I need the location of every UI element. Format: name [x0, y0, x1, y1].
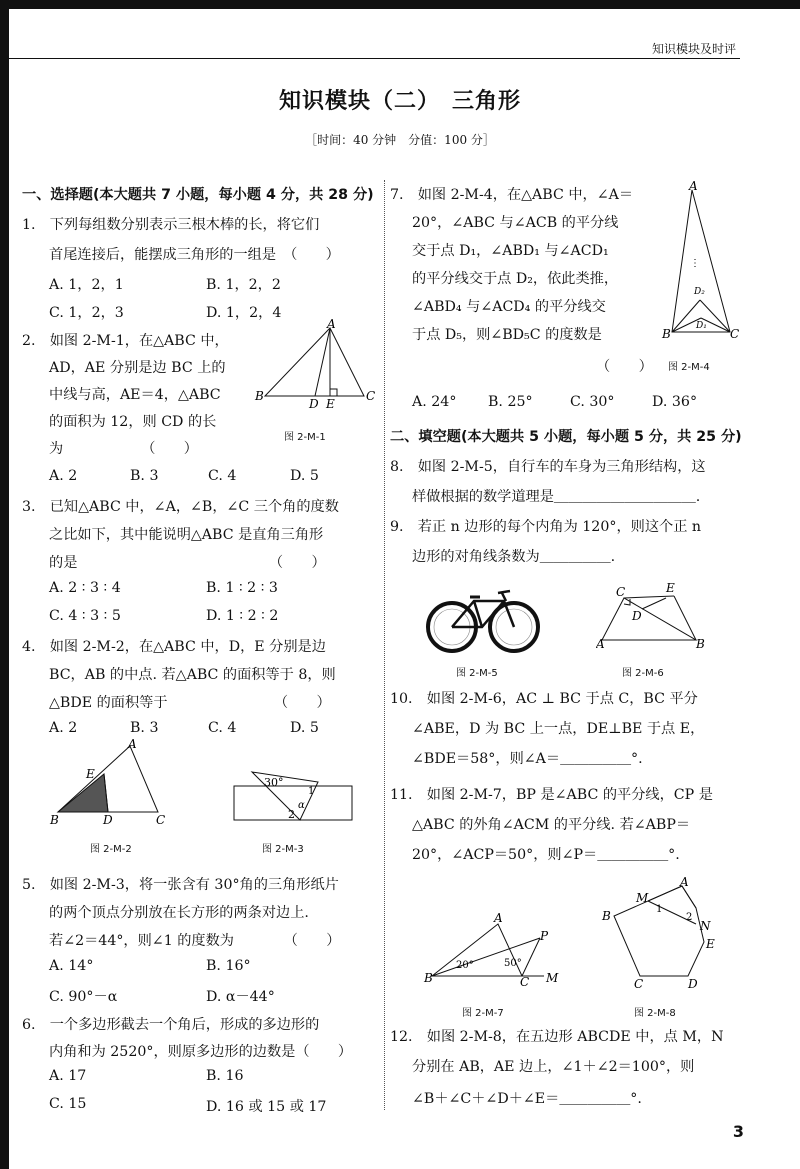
fig1-label-b: B	[255, 389, 264, 403]
figure-2-m-8	[596, 872, 722, 990]
header-rule	[0, 58, 740, 59]
text-line: 6. 一个多边形截去一个角后，形成的多边形的	[22, 1017, 320, 1033]
top-border	[0, 0, 800, 9]
caption-2-m-8: 图 2-M-8	[634, 1008, 676, 1019]
text-line: D. 1，2，4	[206, 305, 282, 321]
text-line: A. 14°	[49, 958, 94, 974]
fig8-label-c: C	[634, 977, 644, 990]
text-line: B. 3	[130, 720, 159, 736]
fig7-label-50: 50°	[504, 958, 522, 969]
text-line: B. 1 ∶ 2 ∶ 3	[206, 580, 278, 596]
text-line: C. 4	[208, 468, 237, 484]
fig3-label-30: 30°	[264, 776, 284, 789]
fig8-label-2: 2	[686, 912, 693, 923]
fig8-label-a: A	[680, 875, 689, 889]
text-line: BC，AB 的中点. 若△ABC 的面积等于 8，则	[49, 667, 336, 683]
figure-2-m-1	[252, 318, 377, 408]
text-line: C. 1，2，3	[49, 305, 124, 321]
text-line: 12. 如图 2-M-8，在五边形 ABCDE 中，点 M，N	[390, 1029, 724, 1045]
text-line: D. 36°	[652, 394, 698, 410]
text-line: 的面积为 12，则 CD 的长	[49, 414, 217, 430]
text-line: B. 3	[130, 468, 159, 484]
page-title: 知识模块（二） 三角形	[278, 89, 521, 114]
fig6-label-d: D	[632, 609, 642, 623]
text-line: A. 2 ∶ 3 ∶ 4	[49, 580, 121, 596]
text-line: △ABC 的外角∠ACM 的平分线. 若∠ABP＝	[412, 817, 691, 833]
caption-2-m-1: 图 2-M-1	[284, 432, 326, 443]
fig1-label-c: C	[366, 389, 376, 403]
text-line: ∠BDE＝58°，则∠A＝＿＿＿＿＿°.	[412, 751, 643, 767]
text-line: 1. 下列每组数分别表示三根木棒的长，将它们	[22, 217, 320, 233]
left-border	[0, 0, 9, 1169]
text-line: ∠ABD₄ 与∠ACD₄ 的平分线交	[412, 299, 606, 315]
caption-2-m-2: 图 2-M-2	[90, 844, 132, 855]
figure-2-m-3	[228, 760, 358, 830]
fig7-label-c: C	[520, 975, 530, 986]
text-line: 为 （ ）	[49, 441, 198, 457]
fig7-label-20: 20°	[456, 960, 474, 971]
figure-2-m-4	[660, 180, 750, 346]
fig8-label-1: 1	[656, 904, 663, 915]
caption-2-m-4: 图 2-M-4	[668, 362, 710, 373]
text-line: A. 17	[49, 1068, 87, 1084]
text-line: 的平分线交于点 D₂，依此类推，	[412, 271, 619, 287]
bicycle-icon	[424, 585, 542, 655]
text-line: 9. 若正 n 边形的每个内角为 120°，则这个正 n	[390, 519, 702, 535]
text-line: 20°，∠ACP＝50°，则∠P＝＿＿＿＿＿°.	[412, 847, 680, 863]
text-line: A. 1，2，1	[49, 277, 124, 293]
fig6-label-e: E	[666, 582, 675, 595]
text-line: 3. 已知△ABC 中，∠A，∠B，∠C 三个角的度数	[22, 499, 339, 515]
text-line: C. 15	[49, 1096, 87, 1112]
fig2-label-a: A	[128, 738, 137, 751]
text-line: D. 5	[290, 468, 319, 484]
figure-2-m-2	[48, 738, 178, 828]
figure-2-m-6	[596, 582, 710, 654]
text-line: 若∠2＝44°，则∠1 的度数为 （ ）	[49, 933, 341, 949]
fig6-label-c: C	[616, 585, 626, 599]
text-line: C. 4	[208, 720, 237, 736]
fig2-label-e: E	[86, 767, 95, 781]
fig2-label-c: C	[156, 813, 166, 827]
text-line: ∠ABE，D 为 BC 上一点，DE⊥BE 于点 E，	[412, 721, 705, 737]
text-line: C. 30°	[570, 394, 615, 410]
fig7-label-a: A	[494, 911, 503, 925]
text-line: 内角和为 2520°，则原多边形的边数是（ ）	[49, 1044, 353, 1060]
fig6-label-a: A	[596, 637, 605, 651]
section-heading: 一、选择题(本大题共 7 小题，每小题 4 分，共 28 分)	[22, 187, 374, 203]
text-line: D. 5	[290, 720, 319, 736]
fig3-label-1: 1	[308, 786, 315, 797]
fig4-label-d1: D₁	[696, 321, 707, 331]
text-line: A. 2	[49, 720, 78, 736]
fig7-label-p: P	[540, 929, 549, 943]
header-label: 知识模块及时评	[651, 42, 736, 56]
text-line: ∠B＋∠C＋∠D＋∠E＝＿＿＿＿＿°.	[412, 1091, 642, 1107]
fig1-label-d: D	[309, 397, 319, 408]
fig2-label-b: B	[50, 813, 59, 827]
text-line: 8. 如图 2-M-5，自行车的车身为三角形结构，这	[390, 459, 706, 475]
page-subtitle: ［时间：40 分钟 分值：100 分］	[305, 133, 495, 147]
fig1-label-a: A	[327, 318, 336, 331]
text-line: C. 4 ∶ 3 ∶ 5	[49, 608, 121, 624]
text-line: 之比如下，其中能说明△ABC 是直角三角形	[49, 527, 324, 543]
text-line: 11. 如图 2-M-7，BP 是∠ABC 的平分线，CP 是	[390, 787, 713, 803]
text-line: △BDE 的面积等于 （ ）	[49, 695, 331, 711]
figure-2-m-7	[422, 910, 562, 986]
fig4-dots: ⋮	[690, 258, 700, 269]
text-line: 首尾连接后，能摆成三角形的一组是 （ ）	[49, 247, 340, 263]
text-line: 中线与高，AE＝4，△ABC	[49, 387, 221, 403]
column-divider	[384, 180, 385, 1110]
text-line: C. 90°－α	[49, 989, 118, 1005]
fig4-label-d2: D₂	[694, 287, 705, 297]
text-line: 边形的对角线条数为＿＿＿＿＿.	[412, 549, 616, 565]
text-line: D. 16 或 15 或 17	[206, 1099, 327, 1115]
fig8-label-m: M	[636, 891, 649, 905]
text-line: D. α－44°	[206, 989, 275, 1005]
fig7-label-m: M	[546, 971, 559, 985]
text-line: AD，AE 分别是边 BC 上的	[49, 360, 226, 376]
caption-2-m-6: 图 2-M-6	[622, 668, 664, 679]
text-line: 样做根据的数学道理是＿＿＿＿＿＿＿＿＿＿.	[412, 489, 701, 505]
fig4-label-a: A	[689, 180, 698, 193]
fig7-label-b: B	[424, 971, 433, 985]
fig6-label-b: B	[696, 637, 705, 651]
text-line: A. 24°	[412, 394, 457, 410]
text-line: 4. 如图 2-M-2，在△ABC 中，D，E 分别是边	[22, 639, 326, 655]
caption-2-m-5: 图 2-M-5	[456, 668, 498, 679]
fig8-label-b: B	[602, 909, 611, 923]
fig4-label-b: B	[662, 327, 671, 341]
text-line: D. 1 ∶ 2 ∶ 2	[206, 608, 279, 624]
fig3-label-alpha: α	[298, 800, 305, 811]
text-line: 交于点 D₁，∠ABD₁ 与∠ACD₁	[412, 243, 609, 259]
text-line: B. 16	[206, 1068, 244, 1084]
page-number: 3	[732, 1122, 744, 1141]
fig2-label-d: D	[103, 813, 113, 827]
caption-2-m-3: 图 2-M-3	[262, 844, 304, 855]
text-line: 5. 如图 2-M-3，将一张含有 30°角的三角形纸片	[22, 877, 339, 893]
section-heading: 二、填空题(本大题共 5 小题，每小题 5 分，共 25 分)	[390, 429, 742, 445]
text-line: B. 1，2，2	[206, 277, 281, 293]
fig1-label-e: E	[326, 397, 335, 408]
text-line: 的两个顶点分别放在长方形的两条对边上.	[49, 905, 309, 921]
text-line: 2. 如图 2-M-1，在△ABC 中，	[22, 333, 229, 349]
text-line: （ ）	[596, 359, 653, 375]
text-line: B. 25°	[488, 394, 533, 410]
fig8-label-d: D	[688, 977, 698, 990]
text-line: 7. 如图 2-M-4，在△ABC 中，∠A＝	[390, 187, 634, 203]
fig3-label-2: 2	[288, 808, 295, 821]
fig8-label-n: N	[700, 919, 711, 933]
fig4-label-c: C	[730, 327, 740, 341]
text-line: 20°，∠ABC 与∠ACB 的平分线	[412, 215, 619, 231]
text-line: 于点 D₅，则∠BD₅C 的度数是	[412, 327, 602, 343]
text-line: A. 2	[49, 468, 78, 484]
fig8-label-e: E	[706, 937, 715, 951]
text-line: B. 16°	[206, 958, 251, 974]
text-line: 的是 （ ）	[49, 555, 326, 571]
text-line: 10. 如图 2-M-6，AC ⊥ BC 于点 C，BC 平分	[390, 691, 698, 707]
text-line: 分别在 AB，AE 边上，∠1＋∠2＝100°，则	[412, 1059, 695, 1075]
caption-2-m-7: 图 2-M-7	[462, 1008, 504, 1019]
